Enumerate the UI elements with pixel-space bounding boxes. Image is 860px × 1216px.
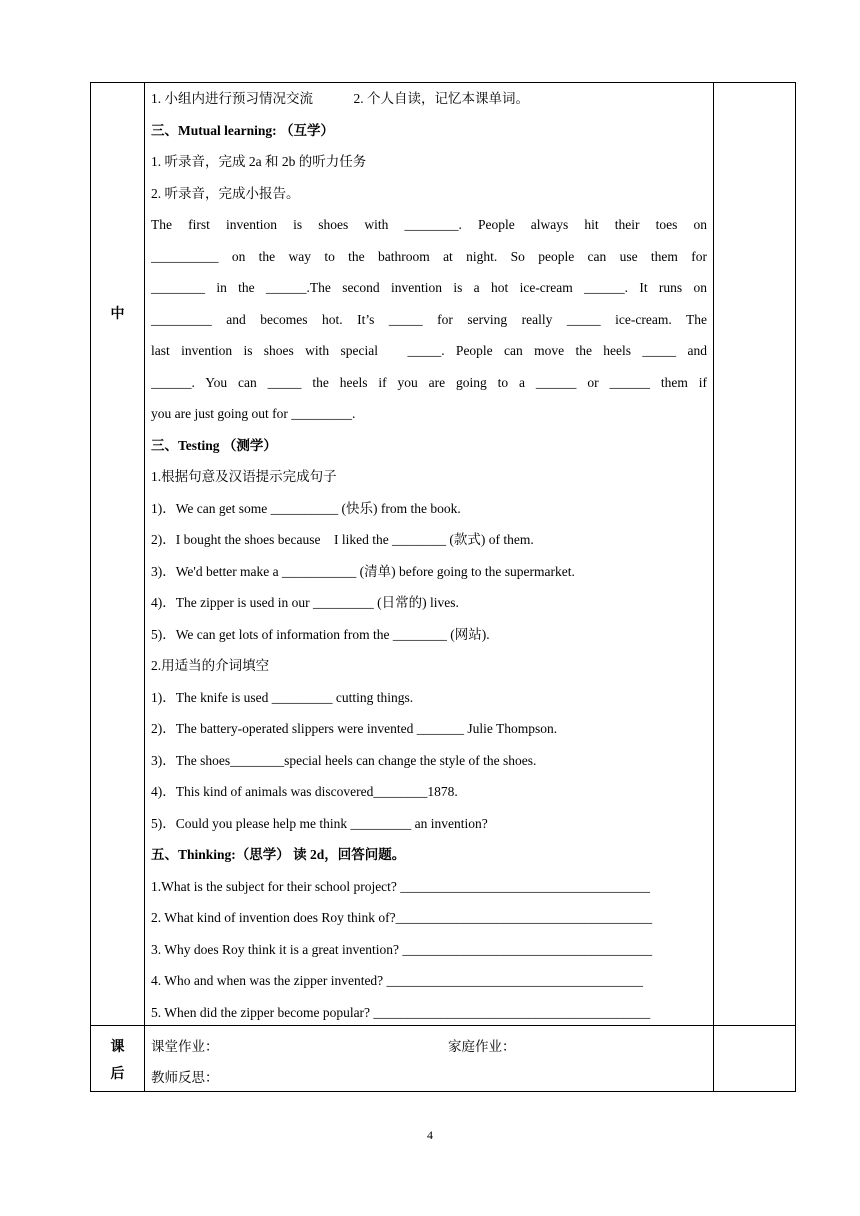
row-divider [91, 1025, 795, 1026]
preview-tasks-line: 1. 小组内进行预习情况交流 2. 个人自读，记忆本课单词。 [151, 91, 529, 106]
listening-task-2: 2. 听录音，完成小报告。 [151, 186, 300, 201]
side-label-after-1: 课 [110, 1040, 125, 1055]
report-line-7: you are just going out for _________. [151, 406, 356, 421]
report-line-1: The first invention is shoes with ________. People always hit their toes on [151, 217, 707, 232]
lesson-plan-table [90, 82, 796, 1092]
column-divider-left [144, 83, 145, 1091]
exercise-2-item-5: 5)．Could you please help me think _________ an invention? [151, 816, 488, 831]
side-label-middle: 中 [110, 307, 125, 322]
exercise-1-item-2: 2)．I bought the shoes because I liked the ________ (款式) of them. [151, 532, 534, 547]
classwork-label: 课堂作业： [151, 1039, 219, 1054]
page-number: 4 [427, 1128, 433, 1142]
exercise-2-item-4: 4)．This kind of animals was discovered________1878. [151, 784, 458, 799]
exercise-2-item-2: 2)．The battery-operated slippers were invented _______ Julie Thompson. [151, 721, 558, 736]
exercise-1-item-5: 5)．We can get lots of information from the ________ (网站). [151, 627, 490, 642]
section-heading-testing: 三、Testing （测学） [151, 438, 277, 453]
thinking-question-2: 2. What kind of invention does Roy think of?______________________________________ [151, 910, 653, 925]
thinking-question-4: 4. Who and when was the zipper invented? ______________________________________ [151, 973, 644, 988]
teacher-reflection-label: 教师反思： [151, 1070, 219, 1085]
thinking-question-1: 1.What is the subject for their school project? _____________________________________ [151, 879, 651, 894]
report-line-3: ________ in the ______.The second invention is a hot ice-cream ______. It runs on [151, 280, 707, 295]
exercise-2-item-1: 1)．The knife is used _________ cutting things. [151, 690, 414, 705]
report-line-6: ______. You can _____ the heels if you are going to a ______ or ______ them if [151, 375, 707, 390]
listening-task-1: 1. 听录音，完成 2a 和 2b 的听力任务 [151, 154, 367, 169]
report-line-2: __________ on the way to the bathroom at night. So people can use them for [151, 249, 707, 264]
section-heading-thinking: 五、Thinking:（思学） 读 2d，回答问题。 [151, 847, 406, 862]
thinking-question-3: 3. Why does Roy think it is a great invention? _____________________________________ [151, 942, 653, 957]
exercise-2-title: 2.用适当的介词填空 [151, 658, 270, 673]
column-divider-right [713, 83, 714, 1091]
side-label-after-2: 后 [110, 1067, 125, 1082]
exercise-1-item-4: 4)．The zipper is used in our _________ (日常的) lives. [151, 595, 459, 610]
exercise-2-item-3: 3)．The shoes________special heels can change the style of the shoes. [151, 753, 537, 768]
exercise-1-title: 1.根据句意及汉语提示完成句子 [151, 469, 337, 484]
exercise-1-item-1: 1)．We can get some __________ (快乐) from the book. [151, 501, 461, 516]
report-line-5: last invention is shoes with special _____. People can move the heels _____ and [151, 343, 707, 358]
homework-label: 家庭作业： [448, 1039, 516, 1054]
thinking-question-5: 5. When did the zipper become popular? _________________________________________ [151, 1005, 651, 1020]
section-heading-mutual-learning: 三、Mutual learning: （互学） [151, 123, 335, 138]
report-line-4: _________ and becomes hot. It’s _____ for serving really _____ ice-cream. The [151, 312, 707, 327]
exercise-1-item-3: 3)．We'd better make a ___________ (清单) before going to the supermarket. [151, 564, 575, 579]
